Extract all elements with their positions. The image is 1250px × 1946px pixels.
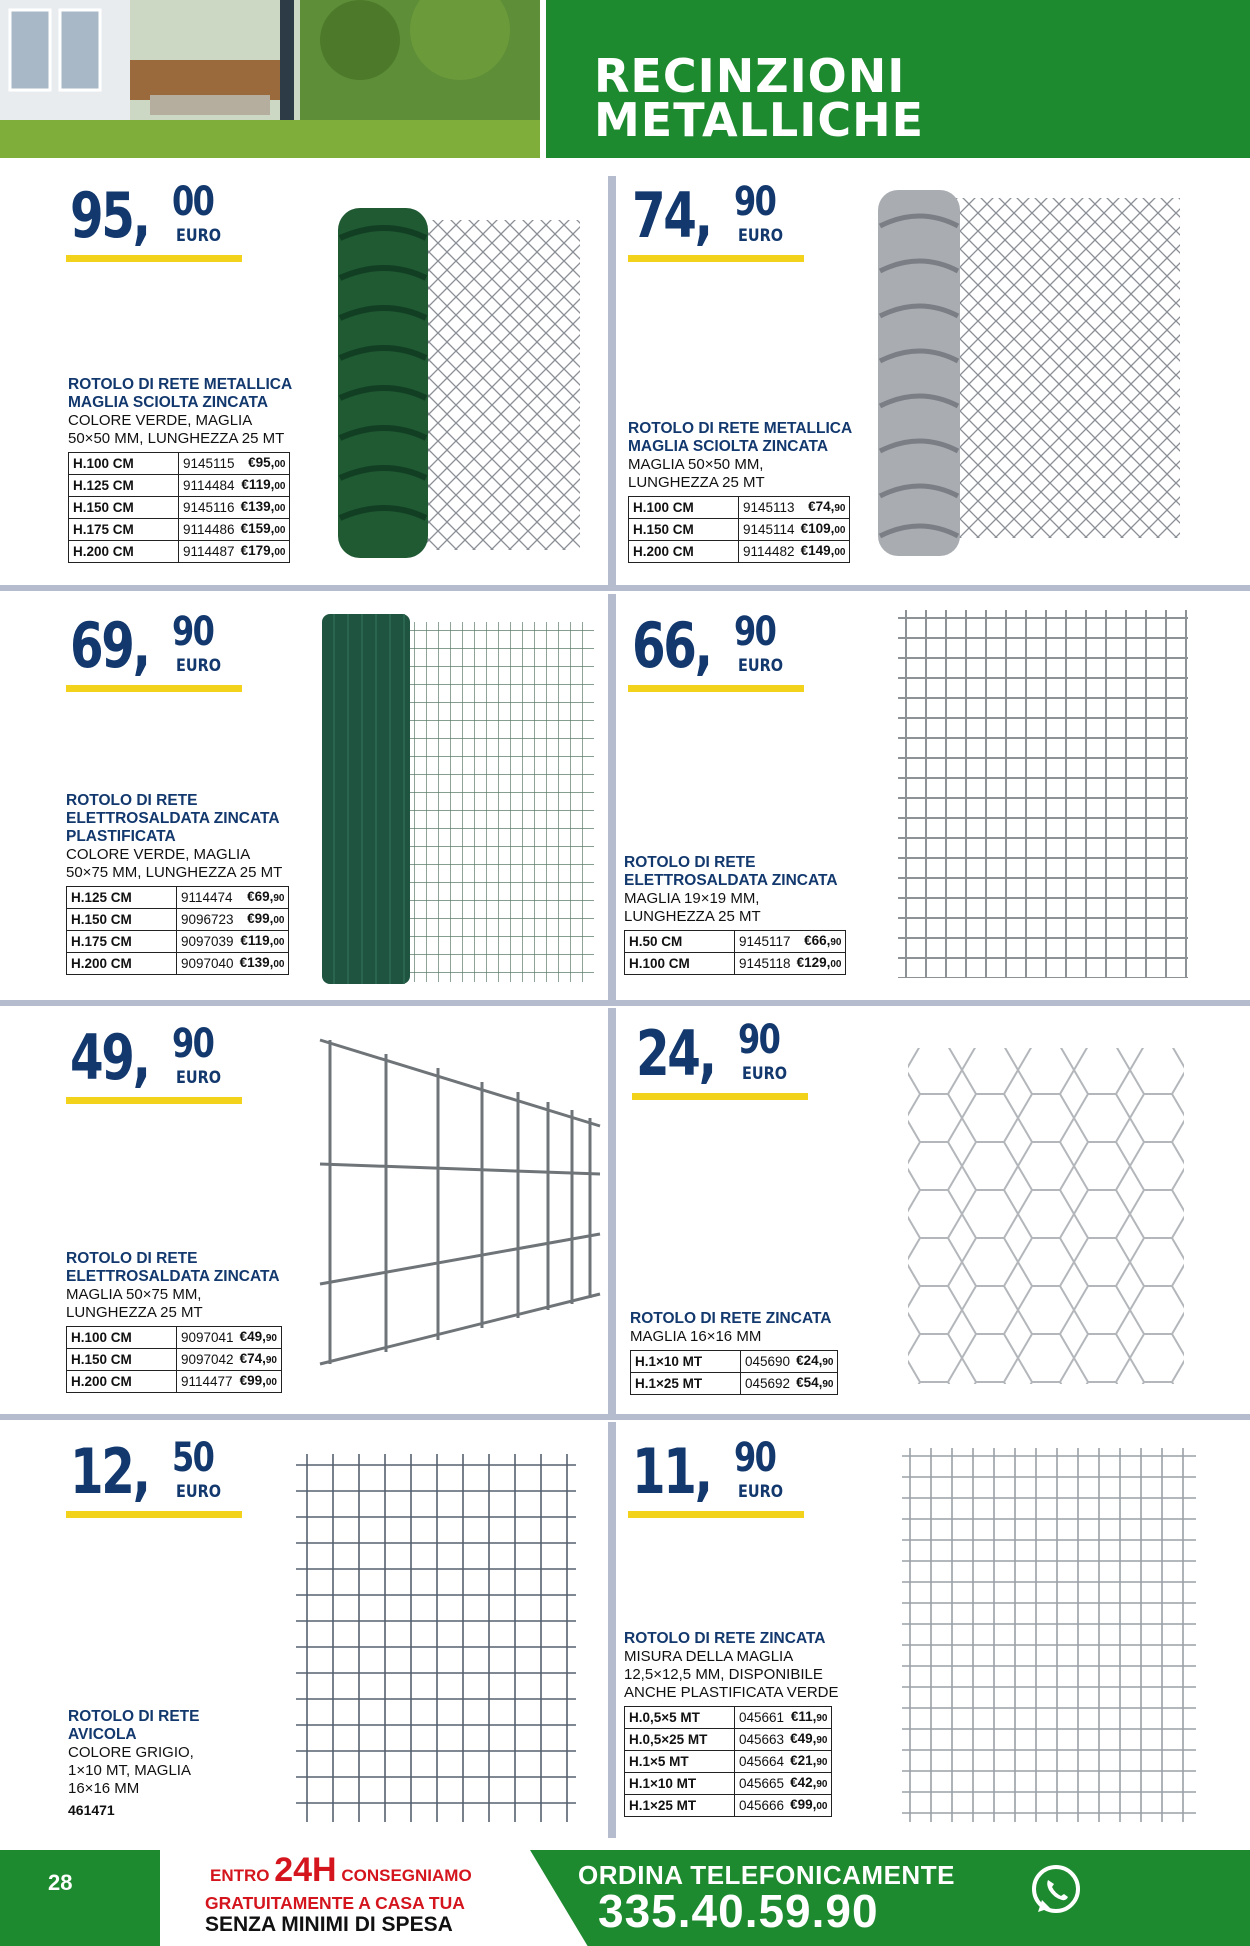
table-row [67,1349,282,1371]
patio-photo [0,0,540,158]
variants-table [630,1350,838,1395]
table-row [69,475,290,497]
price-tag [66,180,246,262]
variant-price-cents: 00 [274,525,286,536]
product-description: MAGLIA 19×19 MM, LUNGHEZZA 25 MT [624,890,761,925]
variant-height: H.175 CM [69,519,179,541]
variant-height: H.0,5×5 MT [625,1707,735,1729]
product-description: MAGLIA 50×75 MM, LUNGHEZZA 25 MT [66,1286,203,1321]
variant-price-main: €11, [790,1709,817,1724]
variant-price-main: €159, [240,521,275,536]
variant-code: 9114477 [177,1371,236,1393]
table-row [625,953,846,975]
variant-code: 9114482 [739,541,797,563]
variant-price-cents: 90 [822,1379,834,1390]
variant-height: H.150 CM [69,497,179,519]
product-description: COLORE VERDE, MAGLIA 50×75 MM, LUNGHEZZA 25 MT [66,846,283,881]
phone-number[interactable]: 335.40.59.90 [598,1885,879,1937]
variant-code: 9097040 [177,953,236,975]
price-decimal: 00 [172,179,214,225]
variant-price-cents: 00 [274,503,286,514]
variant-code: 045690 [741,1351,793,1373]
header-banner [546,0,1250,158]
table-row [631,1373,838,1395]
variant-height: H.1×10 MT [631,1351,741,1373]
galvanized-chain-link-roll-image [870,186,1190,562]
delivery-line-2: GRATUITAMENTE A CASA TUA [205,1893,465,1913]
row-divider [0,1000,1250,1006]
variant-code: 9145115 [179,453,237,475]
product-info [68,376,328,563]
variant-price [237,453,290,475]
variant-code: 9145114 [739,519,797,541]
variant-price-cents: 90 [265,1355,277,1366]
variant-height: H.200 CM [67,953,177,975]
table-row [629,541,850,563]
table-row [629,497,850,519]
variant-code: 045692 [741,1373,793,1395]
variant-height: H.100 CM [625,953,735,975]
price-tag [66,1022,246,1104]
variant-price [236,909,289,931]
variant-height: H.150 CM [67,909,177,931]
product-info [66,1250,326,1393]
variant-price-main: €99, [790,1797,817,1812]
variant-price-cents: 90 [822,1357,834,1368]
price-currency: EURO [738,656,784,676]
variant-height: H.125 CM [69,475,179,497]
price-underline [628,1511,804,1518]
price-integer: 69, [70,609,149,682]
title-line-2: METALLICHE [594,93,925,147]
welded-mesh-panel-image [316,1034,606,1400]
variant-price-main: €99, [247,911,274,926]
variants-table [66,1326,282,1393]
variant-price [786,1751,832,1773]
variant-price-main: €129, [796,955,831,970]
price-integer: 24, [636,1017,715,1090]
page-title [594,49,925,147]
variant-code: 9114474 [177,887,236,909]
variant-price [786,1707,832,1729]
table-row [67,1327,282,1349]
variant-price-main: €66, [804,933,831,948]
table-row [69,541,290,563]
variant-price-main: €54, [796,1375,823,1390]
table-row [67,953,289,975]
variant-price-main: €24, [796,1353,823,1368]
product-title: ROTOLO DI RETE ZINCATA [630,1310,832,1327]
variant-price [797,519,850,541]
variant-price [786,1729,832,1751]
variant-height: H.1×10 MT [625,1773,735,1795]
variant-code: 045663 [735,1729,787,1751]
product-title: ROTOLO DI RETE METALLICA MAGLIA SCIOLTA ZINCATA [68,376,293,411]
product-description: COLORE GRIGIO, 1×10 MT, MAGLIA 16×16 MM [68,1744,194,1797]
price-integer: 11, [632,1435,711,1508]
price-tag [66,1436,246,1518]
variant-height: H.150 CM [67,1349,177,1371]
variant-price-cents: 90 [816,1735,828,1746]
small-welded-mesh-image [896,608,1190,980]
header-photo [0,0,540,158]
variant-price-main: €74, [239,1351,266,1366]
variant-code: 9145118 [735,953,793,975]
variant-code: 9097042 [177,1349,236,1371]
variant-price-main: €99, [239,1373,266,1388]
price-currency: EURO [176,226,222,246]
variant-price-main: €49, [790,1731,817,1746]
variant-price [236,887,289,909]
table-row [67,887,289,909]
product-title: ROTOLO DI RETE ELETTROSALDATA ZINCATA [624,854,838,889]
price-decimal: 90 [734,1435,776,1481]
variant-price-main: €109, [800,521,835,536]
variant-code: 045666 [735,1795,787,1817]
variant-height: H.0,5×25 MT [625,1729,735,1751]
table-row [631,1351,838,1373]
row-divider [0,1414,1250,1420]
price-decimal: 90 [734,609,776,655]
variant-price [236,953,289,975]
price-integer: 74, [632,179,711,252]
product-info [630,1310,890,1395]
product-code: 461471 [68,1802,115,1818]
table-row [67,909,289,931]
price-tag [628,610,808,692]
variant-price [793,931,846,953]
variants-table [628,496,850,563]
price-decimal: 90 [734,179,776,225]
price-currency: EURO [176,1068,222,1088]
variant-height: H.150 CM [629,519,739,541]
green-chain-link-roll-image [330,198,595,560]
product-title: ROTOLO DI RETE METALLICA MAGLIA SCIOLTA ZINCATA [628,420,853,455]
variant-price-cents: 00 [274,459,286,470]
variant-price-cents: 00 [273,915,285,926]
table-row [625,931,846,953]
column-divider [608,594,616,1002]
delivery-prefix: ENTRO [210,1866,275,1885]
delivery-line-3: SENZA MINIMI DI SPESA [205,1913,453,1936]
variant-height: H.1×5 MT [625,1751,735,1773]
variant-code: 045661 [735,1707,787,1729]
variant-price [237,519,290,541]
variant-price [797,497,850,519]
footer-page-area [0,1850,160,1946]
price-decimal: 50 [172,1435,214,1481]
product-info [628,420,888,563]
variants-table [624,1706,832,1817]
whatsapp-icon[interactable] [1028,1862,1084,1918]
variant-price-cents: 00 [834,547,846,558]
table-row [67,931,289,953]
column-divider [608,1008,616,1416]
variant-price-main: €139, [239,955,274,970]
variant-price-cents: 90 [834,503,846,514]
delivery-suffix: CONSEGNIAMO [336,1866,472,1885]
variant-price [237,497,290,519]
table-row [69,519,290,541]
variant-price [237,475,290,497]
price-tag [628,1436,808,1518]
green-welded-mesh-roll-image [318,612,600,986]
variant-height: H.50 CM [625,931,735,953]
product-info [66,792,326,975]
product-description: MAGLIA 16×16 MM [630,1328,762,1345]
table-row [69,453,290,475]
variant-price-main: €139, [240,499,275,514]
product-title: ROTOLO DI RETE ZINCATA [624,1630,826,1647]
price-tag [632,1018,812,1100]
product-info [624,1630,884,1817]
variant-price-main: €179, [240,543,275,558]
price-currency: EURO [176,656,222,676]
variant-price [792,1373,838,1395]
galvanized-square-mesh-image [900,1446,1198,1824]
variant-height: H.125 CM [67,887,177,909]
price-currency: EURO [742,1064,788,1084]
variant-height: H.175 CM [67,931,177,953]
delivery-time: 24H [274,1851,337,1889]
price-currency: EURO [176,1482,222,1502]
table-row [629,519,850,541]
table-row [67,1371,282,1393]
table-row [69,497,290,519]
price-integer: 95, [70,179,149,252]
price-integer: 12, [70,1435,149,1508]
variant-code: 9114486 [179,519,237,541]
variant-price-main: €119, [240,933,274,948]
table-row [625,1751,832,1773]
variant-height: H.200 CM [69,541,179,563]
variant-code: 9114484 [179,475,237,497]
price-underline [66,685,242,692]
variant-height: H.100 CM [69,453,179,475]
table-row [625,1729,832,1751]
variant-price-main: €74, [808,499,835,514]
price-underline [66,1511,242,1518]
variant-price [793,953,846,975]
price-decimal: 90 [172,1021,214,1067]
price-underline [66,1097,242,1104]
price-underline [628,255,804,262]
column-divider [608,176,616,588]
variant-price-cents: 90 [816,1713,828,1724]
variant-height: H.1×25 MT [631,1373,741,1395]
variant-price [237,541,290,563]
variant-price-main: €69, [247,889,274,904]
variant-height: H.100 CM [67,1327,177,1349]
product-description: MISURA DELLA MAGLIA 12,5×12,5 MM, DISPONIBILE ANCHE PLASTIFICATA VERDE [624,1648,839,1701]
variant-code: 9114487 [179,541,237,563]
variant-price-main: €49, [239,1329,266,1344]
hexagonal-wire-mesh-image [906,1046,1186,1386]
variant-price-cents: 90 [816,1757,828,1768]
price-currency: EURO [738,226,784,246]
variants-table [66,886,289,975]
variant-price [786,1795,832,1817]
price-underline [628,685,804,692]
variant-code: 9096723 [177,909,236,931]
product-description: MAGLIA 50×50 MM, LUNGHEZZA 25 MT [628,456,765,491]
price-currency: EURO [738,1482,784,1502]
variant-price-cents: 00 [273,959,285,970]
row-divider [0,585,1250,591]
price-underline [632,1093,808,1100]
variant-code: 9097041 [177,1327,236,1349]
variant-price-main: €21, [790,1753,817,1768]
product-title: ROTOLO DI RETE ELETTROSALDATA ZINCATA PLASTIFICATA [66,792,280,845]
variant-price-cents: 00 [830,959,842,970]
variant-price-main: €95, [248,455,275,470]
variants-table [624,930,846,975]
price-integer: 49, [70,1021,149,1094]
price-decimal: 90 [738,1017,780,1063]
variant-code: 045665 [735,1773,787,1795]
variant-price [786,1773,832,1795]
variant-price-cents: 00 [265,1377,277,1388]
variant-price-cents: 00 [273,937,285,948]
product-title: ROTOLO DI RETE AVICOLA [68,1708,200,1743]
variant-price-cents: 00 [274,481,286,492]
price-underline [66,255,242,262]
variant-price-main: €119, [241,477,275,492]
variant-price-cents: 00 [816,1801,828,1812]
variant-height: H.100 CM [629,497,739,519]
price-tag [628,180,808,262]
product-info [624,854,884,975]
product-description: COLORE VERDE, MAGLIA 50×50 MM, LUNGHEZZA 25 MT [68,412,285,447]
variant-price-cents: 00 [834,525,846,536]
variant-height: H.200 CM [67,1371,177,1393]
variant-price [792,1351,838,1373]
price-tag [66,610,246,692]
variant-height: H.1×25 MT [625,1795,735,1817]
variant-price-cents: 90 [816,1779,828,1790]
product-title: ROTOLO DI RETE ELETTROSALDATA ZINCATA [66,1250,280,1285]
variant-price-cents: 90 [830,937,842,948]
variant-price [236,1349,282,1371]
variant-code: 9097039 [177,931,236,953]
table-row [625,1795,832,1817]
variant-price-main: €42, [790,1775,817,1790]
page-number: 28 [48,1870,73,1895]
variant-price-cents: 90 [273,893,285,904]
table-row [625,1707,832,1729]
variant-code: 045664 [735,1751,787,1773]
variants-table [68,452,290,563]
variant-price [236,1371,282,1393]
variant-price-cents: 00 [274,547,286,558]
variant-price [236,931,289,953]
variant-price-cents: 90 [265,1333,277,1344]
title-line-1: RECINZIONI [594,49,906,103]
price-decimal: 90 [172,609,214,655]
variant-price [236,1327,282,1349]
variant-height: H.200 CM [629,541,739,563]
table-row [625,1773,832,1795]
variant-code: 9145116 [179,497,237,519]
order-label: ORDINA TELEFONICAMENTE [578,1860,955,1890]
variant-price [797,541,850,563]
product-info [68,1708,328,1818]
price-integer: 66, [632,609,711,682]
variant-code: 9145117 [735,931,793,953]
variant-code: 9145113 [739,497,797,519]
variant-price-main: €149, [800,543,835,558]
column-divider [608,1422,616,1838]
delivery-line-1 [210,1851,472,1889]
poultry-mesh-image [294,1452,578,1824]
